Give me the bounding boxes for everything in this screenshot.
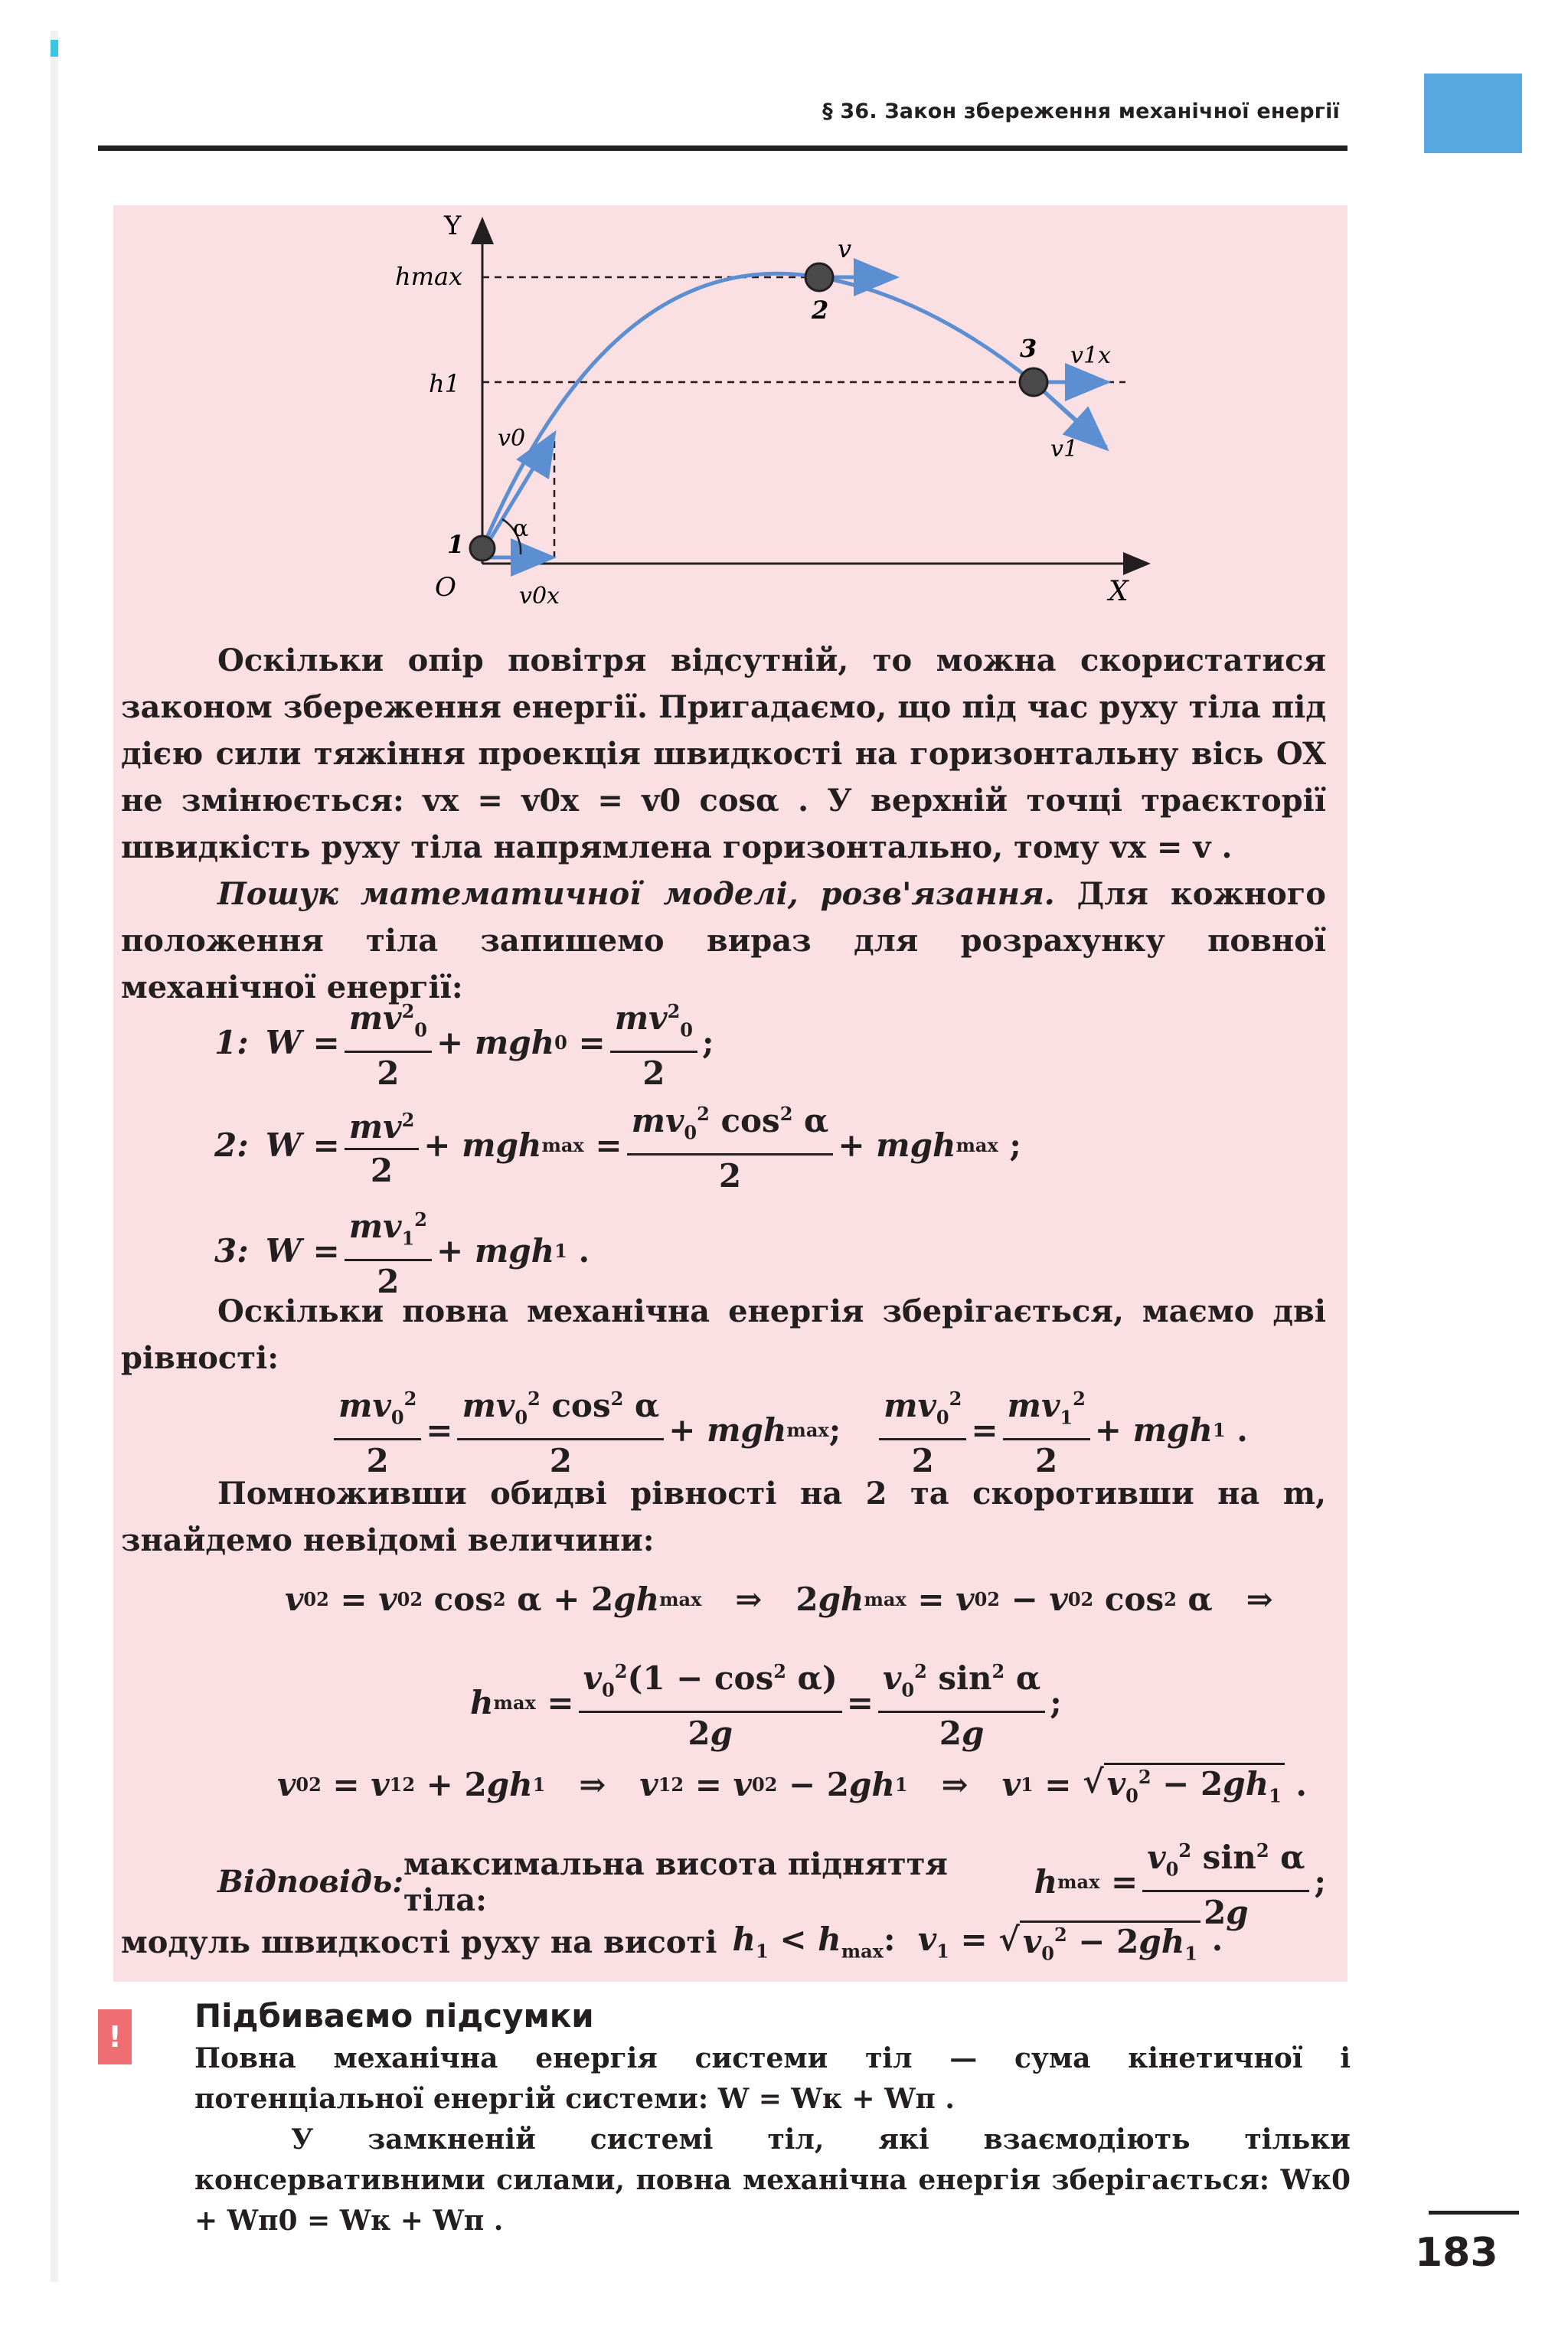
paragraph-1-block [121,637,1326,1011]
summary-paragraph-1: Повна механічна енергія системи тіл — сума кінетичної і потенціальної енергій системи: W = Wк + Wп . [194,2042,1351,2115]
page-number: 183 [1415,2230,1498,2276]
paragraph-1: Оскільки опір повітря відсутній, то можна скористатися законом збереження енергії. Пригадаємо, що під час руху тіла під дією сили тяжіння проекція швидкості на горизонтальну вісь OX не змінюється: vx = v0x = v0 cosα . У верхній точці траєкторії швидкість руху тіла напрямлена горизонтально, тому vx = v . [121,642,1326,865]
h1-label: h1 [429,369,460,398]
trajectory-curve [482,273,1106,548]
v-label: v [838,234,852,263]
answer-line-2-text: модуль швидкості руху на висоті [121,1924,717,1961]
summary-block [194,2038,1351,2241]
origin-label: O [435,572,456,603]
footer-rule [1429,2211,1519,2215]
hmax-label: hmax [395,262,463,291]
summary-paragraph-2: У замкненій системі тіл, які взаємодіють тільки консервативними силами, повна механічна енергія зберігається: Wк0 + Wп0 = Wк + Wп . [194,2123,1351,2237]
paragraph-2-heading: Пошук математичної моделі, розв'язання. [217,876,1055,912]
equation-1-label: 1: [214,1024,249,1062]
equation-1: 1: W = $\frac{mv^2_0}{2}$ + mgh 0 = $\frac{mv^2_0}{2}$ ; [214,994,714,1091]
paragraph-3: Оскільки повна механічна енергія зберігається, маємо дві рівності: [121,1293,1326,1376]
answer-label: Відповідь: [217,1864,404,1901]
paragraph-4: Помноживши обидві рівності на 2 та скоротивши на m, знайдемо невідомі величини: [121,1476,1326,1558]
chapter-tab [1424,74,1522,153]
equation-3: 3: W = $\frac{mv_1^2}{2}$ + mgh 1 . [214,1202,590,1299]
body-point-1 [470,536,495,561]
v0x-label: v0x [519,583,560,610]
point-1-label: 1 [447,530,465,559]
derivation-line-1: v 0 2 = v 0 2 cos 2 α + 2 gh max ⇒ 2 gh max = v 0 2 − v 0 2 cos 2 α ⇒ [285,1581,1273,1618]
exclamation-icon: ! [98,2009,132,2064]
header-rule [98,145,1348,151]
trajectory-figure [368,211,1202,625]
equalities-line: $\frac{mv_0^2}{2}$ = $\frac{mv_0^2 \cos^2 \alpha}{2}$ + mgh max ; $\frac{mv_0^2}{2}$ = $\frac{mv_1^2}{2}$ + mgh 1 . [329,1381,1248,1479]
answer-line-2: модуль швидкості руху на висоті $h_1 < h_{max}$: $v_1$ = √ $v_0^2 - 2gh_1$ . [121,1920,1223,1965]
answer-text: максимальна висота підняття тіла: [403,1845,948,1918]
v1-label: v1 [1050,436,1079,463]
paragraph-4-block [121,1470,1326,1564]
equation-2: 2: W = $\frac{mv^2}{2}$ + mgh max = $\frac{mv_0^2 \cos^2 \alpha}{2}$ + mgh max ; [214,1097,1021,1194]
derivation-line-3: v 0 2 = v 1 2 + 2 gh 1 ⇒ v 1 2 = v 0 2 − 2 gh 1 ⇒ v 1 = √ $v_0^2 - 2gh_1$ . [277,1763,1308,1807]
v0-label: v0 [498,425,526,452]
equation-3-label: 3: [214,1232,249,1270]
body-point-2 [805,263,833,291]
cyan-marker [51,40,58,57]
paragraph-3-block [121,1288,1326,1381]
left-margin-strip [51,31,58,2282]
x-axis-label: X [1109,576,1129,607]
paragraph-2-text: Для кожного положення тіла запишемо вираз для розрахунку повної механічної енергії: [121,876,1326,1005]
equation-2-label: 2: [214,1126,249,1165]
paragraph-2 [121,871,1326,1011]
running-head: § 36. Закон збереження механічної енергії [822,100,1340,123]
body-point-3 [1020,368,1047,396]
answer-line-1: Відповідь: максимальна висота підняття тіла: h max = $\frac{v_0^2 \sin^2 \alpha}{2g}$ ; [121,1833,1326,1930]
point-2-label: 2 [812,296,829,325]
v1x-label: v1x [1070,342,1111,369]
derivation-line-2: h max = $\frac{v_0^2(1 - \cos^2 \alpha)}{2g}$ = $\frac{v_0^2 \sin^2 \alpha}{2g}$ ; [470,1654,1062,1751]
alpha-label: α [513,515,529,542]
y-axis-label: Y [444,211,462,241]
summary-title: Підбиваємо підсумки [194,1997,594,2035]
point-3-label: 3 [1020,334,1037,363]
